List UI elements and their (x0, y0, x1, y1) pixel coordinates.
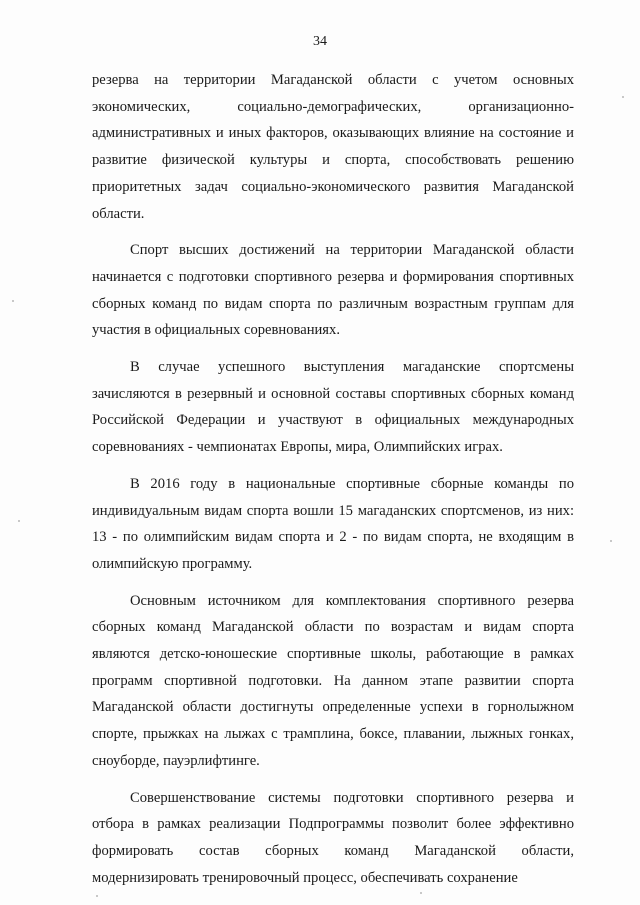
paragraph-high-performance-sport: Спорт высших достижений на территории Магаданской области начинается с подготовки спортивного резерва и формирования спортивных сборных команд по видам спорта по различным возрастным группам для участия в официальных соревнованиях. (92, 242, 574, 339)
scan-speck (18, 520, 20, 522)
paragraph-2016-athletes: В 2016 году в национальные спортивные сборные команды по индивидуальным видам спорта вошли 15 магаданских спортсменов, из них: 13 - по олимпийским видам спорта и 2 - по видам спорта, не входящим в олимпийскую программу. (92, 475, 574, 572)
paragraph-reserve-sources: Основным источником для комплектования спортивного резерва сборных команд Магаданской области по возрастам и видам спорта являются детско-юношеские спортивные школы, работающие в рамках программ спортивной подготовки. На данном этапе развитии спорта Магаданской области достигнуты определенные успехи в горнолыжном спорте, прыжках на лыжах с трамплина, боксе, плавании, лыжных гонках, сноуборде, пауэрлифтинге. (92, 592, 574, 769)
paragraph-national-teams: В случае успешного выступления магаданские спортсмены зачисляются в резервный и основной составы спортивных сборных команд Российской Федерации и участвуют в официальных международных соревнованиях - чемпионатах Европы, мира, Олимпийских играх. (92, 359, 574, 456)
scan-speck (96, 895, 98, 897)
paragraph-continuation: резерва на территории Магаданской области с учетом основных экономических, социально-демографических, организационно-административных и иных факторов, оказывающих влияние на состояние и развитие физической культуры и спорта, способствовать решению приоритетных задач социально-экономического развития Магаданской области. (92, 72, 574, 222)
scan-speck (420, 892, 422, 894)
page-number: 34 (313, 34, 327, 49)
scan-speck (610, 540, 612, 542)
scan-speck (622, 96, 624, 98)
paragraph-subprogram-improvement: Совершенствование системы подготовки спортивного резерва и отбора в рамках реализации Подпрограммы позволит более эффективно формировать состав сборных команд Магаданской области, модернизировать тренировочный процесс, обеспечивать сохранение (92, 789, 574, 886)
document-body (92, 67, 574, 891)
scan-speck (12, 300, 14, 302)
